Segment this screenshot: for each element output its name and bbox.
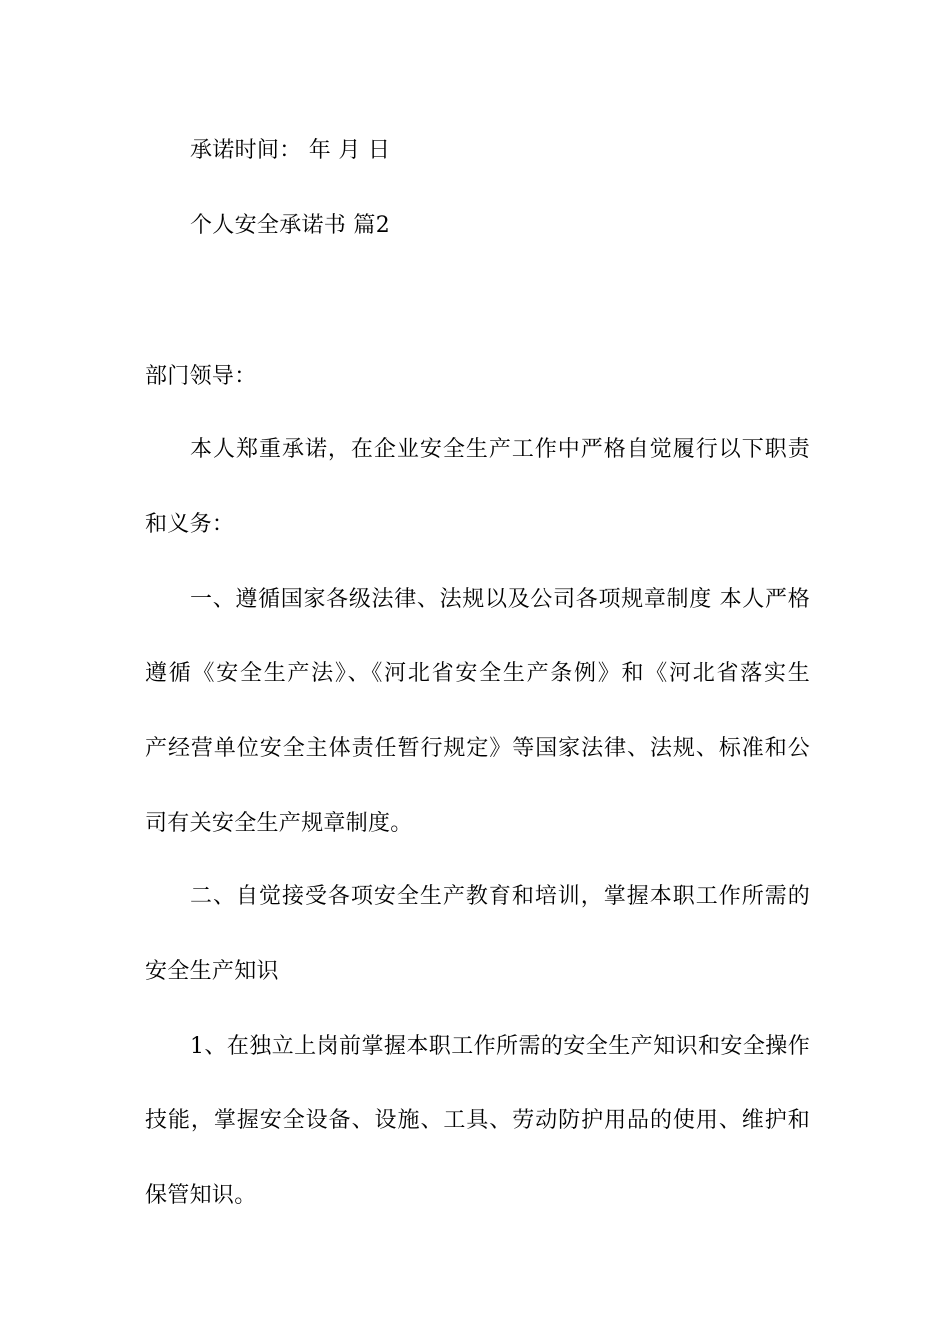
salutation: 部门领导：: [145, 364, 257, 389]
section-2-line-2: 安全生产知识: [145, 959, 279, 984]
intro-paragraph-line-1: 本人郑重承诺，在企业安全生产工作中严格自觉履行以下职责: [190, 437, 810, 462]
item-1-line-3: 保管知识。: [145, 1183, 257, 1208]
section-1-line-3: 产经营单位安全主体责任暂行规定》等国家法律、法规、标准和公: [145, 736, 810, 761]
promise-time-line: 承诺时间： 年 月 日: [190, 138, 391, 163]
section-1-line-4: 司有关安全生产规章制度。: [145, 811, 413, 836]
section-1-line-1: 一、遵循国家各级法律、法规以及公司各项规章制度 本人严格: [190, 587, 810, 612]
section-2-line-1: 二、自觉接受各项安全生产教育和培训，掌握本职工作所需的: [190, 884, 810, 909]
item-1-line-2: 技能，掌握安全设备、设施、工具、劳动防护用品的使用、维护和: [145, 1108, 810, 1133]
document-heading: 个人安全承诺书 篇2: [190, 213, 390, 238]
section-1-line-2: 遵循《安全生产法》、《河北省安全生产条例》和《河北省落实生: [145, 661, 810, 686]
intro-paragraph-line-2: 和义务：: [145, 512, 235, 537]
item-1-line-1: 1、在独立上岗前掌握本职工作所需的安全生产知识和安全操作: [190, 1034, 810, 1059]
